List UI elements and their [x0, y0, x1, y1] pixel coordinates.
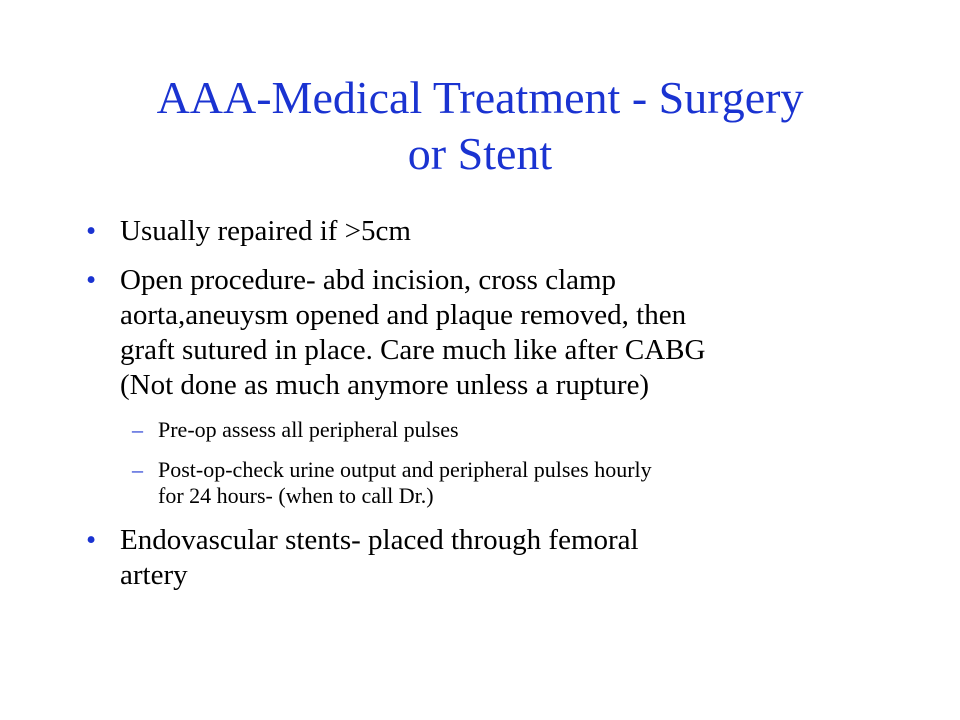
- slide-title-line-2: or Stent: [407, 128, 553, 179]
- bullet-marker: •: [86, 524, 97, 556]
- bullet-item-2: [80, 263, 900, 403]
- sub-item-2-line-2: for 24 hours- (when to call Dr.): [158, 483, 434, 508]
- slide-title: [80, 70, 880, 182]
- bullet-marker: •: [86, 215, 97, 247]
- bullet-2-line-1: Open procedure- abd incision, cross clamp: [120, 264, 617, 296]
- bullet-item-3: [80, 523, 900, 593]
- bullet-2-line-2: aorta,aneuysm opened and plaque removed, then: [120, 299, 687, 331]
- bullet-2-line-3: graft sutured in place. Care much like after CABG: [120, 334, 706, 366]
- bullet-1-line-1: Usually repaired if >5cm: [120, 215, 411, 247]
- bullet-3-line-1: Endovascular stents- placed through femoral: [120, 524, 639, 556]
- bullet-2-line-4: (Not done as much anymore unless a rupture): [120, 369, 650, 401]
- sub-item-1: [80, 417, 900, 443]
- sub-item-2-line-1: Post-op-check urine output and peripheral pulses hourly: [158, 457, 652, 482]
- bullet-item-1: [80, 214, 900, 249]
- bullet-list: [80, 214, 900, 607]
- sub-item-2: [80, 457, 900, 509]
- slide-title-line-1: AAA-Medical Treatment - Surgery: [156, 72, 804, 123]
- sub-marker: –: [132, 457, 143, 482]
- sub-bullet-list: [80, 417, 900, 509]
- bullet-marker: •: [86, 264, 97, 296]
- sub-list-container: [80, 417, 900, 509]
- sub-marker: –: [132, 417, 143, 442]
- sub-item-1-line-1: Pre-op assess all peripheral pulses: [158, 417, 459, 442]
- bullet-3-line-2: artery: [120, 559, 188, 591]
